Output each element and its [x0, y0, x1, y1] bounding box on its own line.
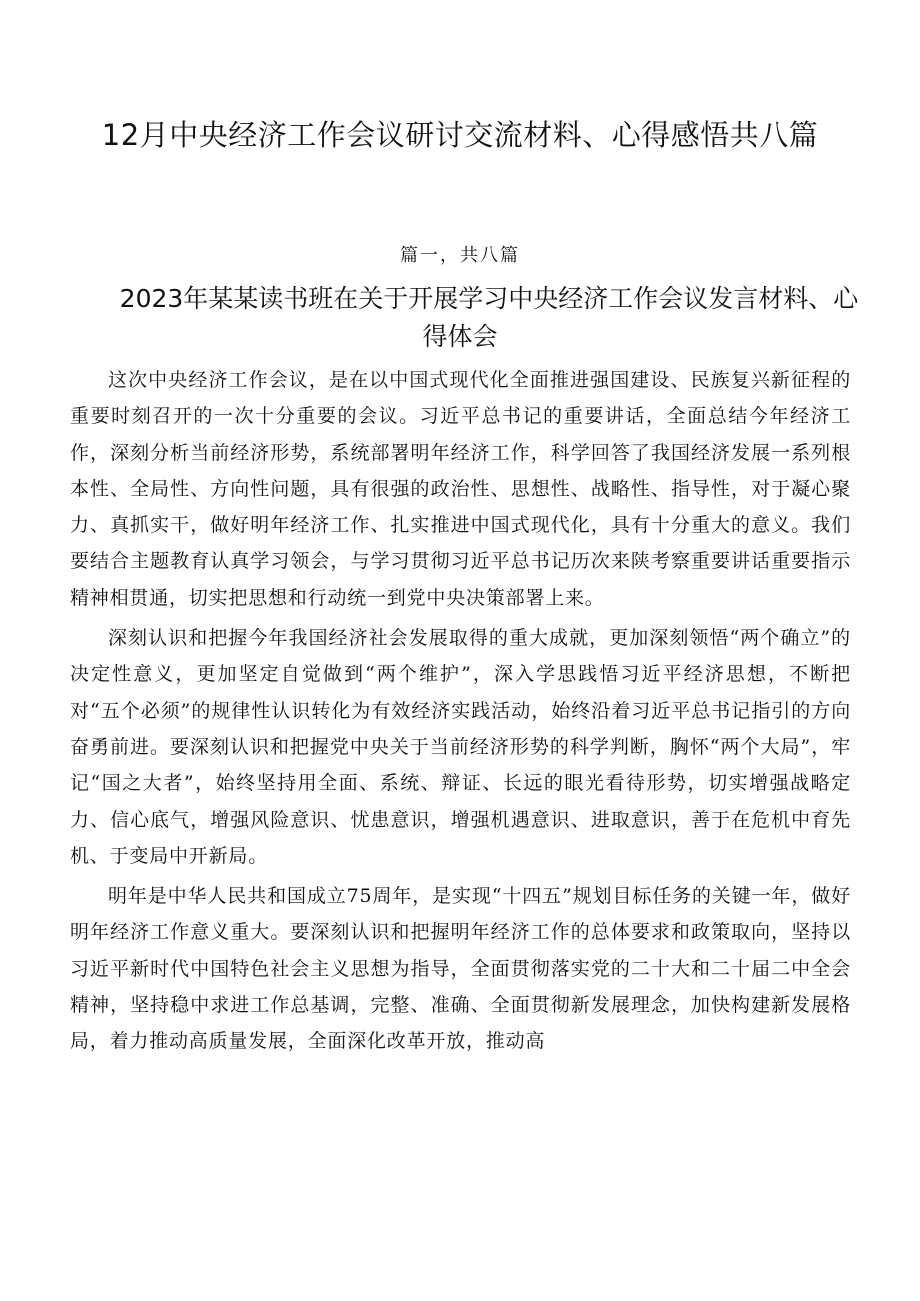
article-body — [70, 362, 851, 1064]
article-title: 2023年某某读书班在关于开展学习中央经济工作会议发言材料、心得体会 — [119, 284, 859, 351]
document-title: 12月中央经济工作会议研讨交流材料、心得感悟共八篇 — [101, 118, 819, 152]
section-label: 篇一，共八篇 — [400, 245, 520, 266]
body-paragraph-1: 这次中央经济工作会议，是在以中国式现代化全面推进强国建设、民族复兴新征程的重要时刻召开的一次十分重要的会议。习近平总书记的重要讲话，全面总结今年经济工作，深刻分析当前经济形势，系统部署明年经济工作，科学回答了我国经济发展一系列根本性、全局性、方向性问题，具有很强的政治性、思想性、战略性、指导性，对于凝心聚力、真抓实干，做好明年经济工作、扎实推进中国式现代化，具有十分重大的意义。我们要结合主题教育认真学习领会，与学习贯彻习近平总书记历次来陕考察重要讲话重要指示精神相贯通，切实把思想和行动统一到党中央决策部署上来。 — [70, 369, 851, 609]
body-paragraph-2: 深刻认识和把握今年我国经济社会发展取得的重大成就，更加深刻领悟“两个确立”的决定性意义，更加坚定自觉做到“两个维护”，深入学思践悟习近平经济思想，不断把对“五个必须”的规律性认识转化为有效经济实践活动，始终沿着习近平总书记指引的方向奋勇前进。要深刻认识和把握党中央关于当前经济形势的科学判断，胸怀“两个大局”，牢记“国之大者”，始终坚持用全面、系统、辩证、长远的眼光看待形势，切实增强战略定力、信心底气，增强风险意识、忧患意识，增强机遇意识、进取意识，善于在危机中育先机、于变局中开新局。 — [70, 627, 851, 867]
body-paragraph-3: 明年是中华人民共和国成立75周年，是实现“十四五”规划目标任务的关键一年，做好明年经济工作意义重大。要深刻认识和把握明年经济工作的总体要求和政策取向，坚持以习近平新时代中国特色社会主义思想为指导，全面贯彻落实党的二十大和二十届二中全会精神，坚持稳中求进工作总基调，完整、准确、全面贯彻新发展理念，加快构建新发展格局，着力推动高质量发展，全面深化改革开放，推动高 — [70, 885, 851, 1053]
